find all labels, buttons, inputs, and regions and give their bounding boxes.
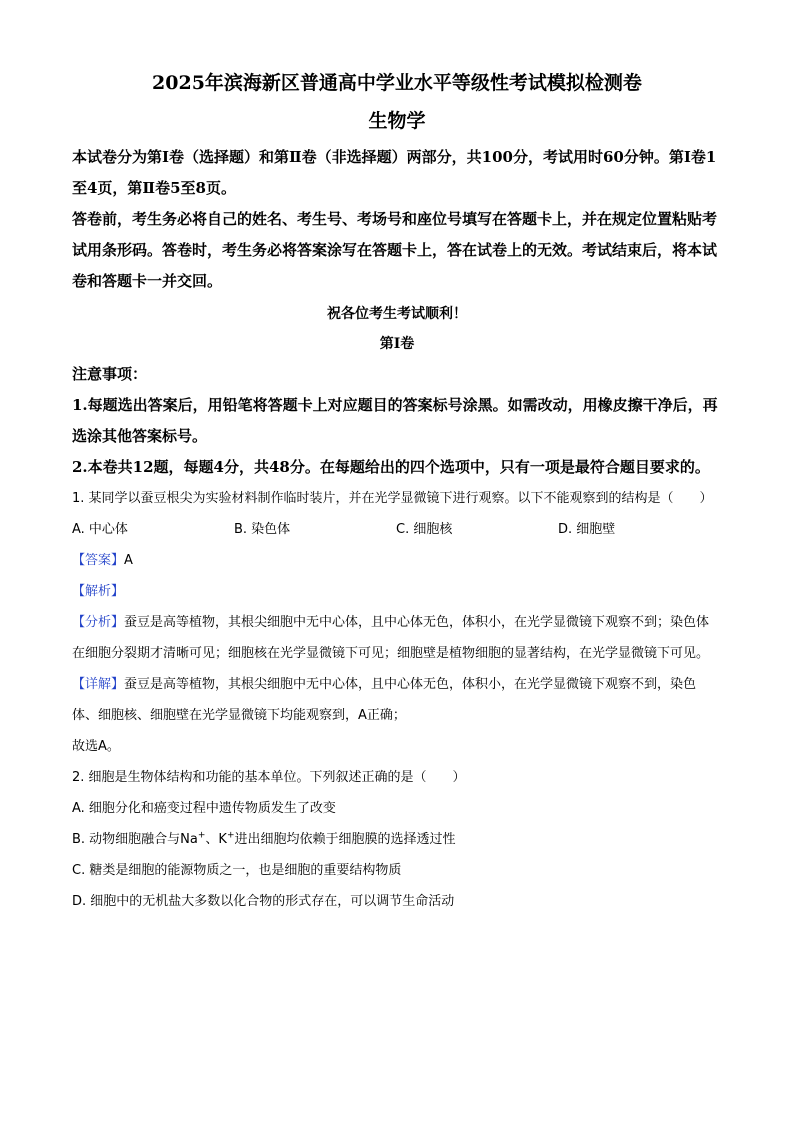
option-b-sup-1: +	[197, 830, 206, 841]
question-2	[72, 762, 722, 917]
question-1-option-d: D. 细胞壁	[558, 522, 616, 537]
option-b-post: 进出细胞均依赖于细胞膜的选择透过性	[234, 832, 456, 847]
notes-item-2: 2.本卷共12题，每题4分，共48分。在每题给出的四个选项中，只有一项是最符合题目要求的。	[72, 458, 710, 476]
question-1-options	[72, 514, 722, 545]
question-2-option-d: D. 细胞中的无机盐大多数以化合物的形式存在，可以调节生命活动	[72, 894, 455, 909]
intro-paragraph-2: 答卷前，考生务必将自己的姓名、考生号、考场号和座位号填写在答题卡上，并在规定位置粘贴考试用条形码。答卷时，考生务必将答案涂写在答题卡上，答在试卷上的无效。考试结束后，将本试卷和答题卡一并交回。	[72, 210, 718, 290]
question-1-option-b: B. 染色体	[234, 522, 291, 537]
notes-item-1: 1.每题选出答案后，用铅笔将答题卡上对应题目的答案标号涂黑。如需改动，用橡皮擦干净后，再选涂其他答案标号。	[72, 396, 718, 445]
fenxi-text: 蚕豆是高等植物，其根尖细胞中无中心体，且中心体无色，体积小，在光学显微镜下观察不到；染色体在细胞分裂期才清晰可见；细胞核在光学显微镜下可见；细胞壁是植物细胞的显著结构，在光学显微镜下可见。	[72, 615, 710, 661]
exam-title: 2025年滨海新区普通高中学业水平等级性考试模拟检测卷	[152, 72, 642, 94]
answer-value: A	[124, 553, 133, 568]
exam-page	[72, 70, 722, 917]
intro-paragraph-1: 本试卷分为第Ⅰ卷（选择题）和第Ⅱ卷（非选择题）两部分，共100分，考试用时60分钟。第Ⅰ卷1至4页，第Ⅱ卷5至8页。	[72, 148, 717, 197]
fenxi-tag: 【分析】	[72, 615, 125, 630]
wish-text: 祝各位考生考试顺利！	[327, 306, 467, 322]
analysis-tag: 【解析】	[72, 584, 125, 599]
question-2-stem: 2. 细胞是生物体结构和功能的基本单位。下列叙述正确的是（ ）	[72, 770, 466, 785]
answer-tag: 【答案】	[72, 553, 125, 568]
question-1-option-c: C. 细胞核	[396, 522, 453, 537]
question-2-option-c: C. 糖类是细胞的能源物质之一，也是细胞的重要结构物质	[72, 863, 402, 878]
option-b-sup-2: +	[226, 830, 235, 841]
option-b-mid: 、K	[205, 832, 227, 847]
question-2-option-b	[72, 824, 722, 855]
xiangjie-tag: 【详解】	[72, 677, 125, 692]
question-1-analysis-heading	[72, 576, 722, 607]
subject-title: 生物学	[368, 110, 426, 132]
question-1	[72, 483, 722, 762]
question-1-option-a: A. 中心体	[72, 522, 128, 537]
volume-heading: 第Ⅰ卷	[379, 336, 415, 352]
question-1-fenxi	[72, 607, 722, 669]
option-b-pre: B. 动物细胞融合与Na	[72, 832, 198, 847]
question-1-answer	[72, 545, 722, 576]
question-1-stem: 1. 某同学以蚕豆根尖为实验材料制作临时装片，并在光学显微镜下进行观察。以下不能观察到的结构是（ ）	[72, 491, 713, 506]
xiangjie-text: 蚕豆是高等植物，其根尖细胞中无中心体，且中心体无色，体积小，在光学显微镜下观察不到，染色体、细胞核、细胞壁在光学显微镜下均能观察到，A正确；	[72, 677, 697, 723]
question-1-xiangjie	[72, 669, 722, 731]
question-2-option-a: A. 细胞分化和癌变过程中遗传物质发生了改变	[72, 801, 336, 816]
notes-heading: 注意事项：	[72, 365, 148, 383]
question-1-conclusion: 故选A。	[72, 739, 120, 754]
